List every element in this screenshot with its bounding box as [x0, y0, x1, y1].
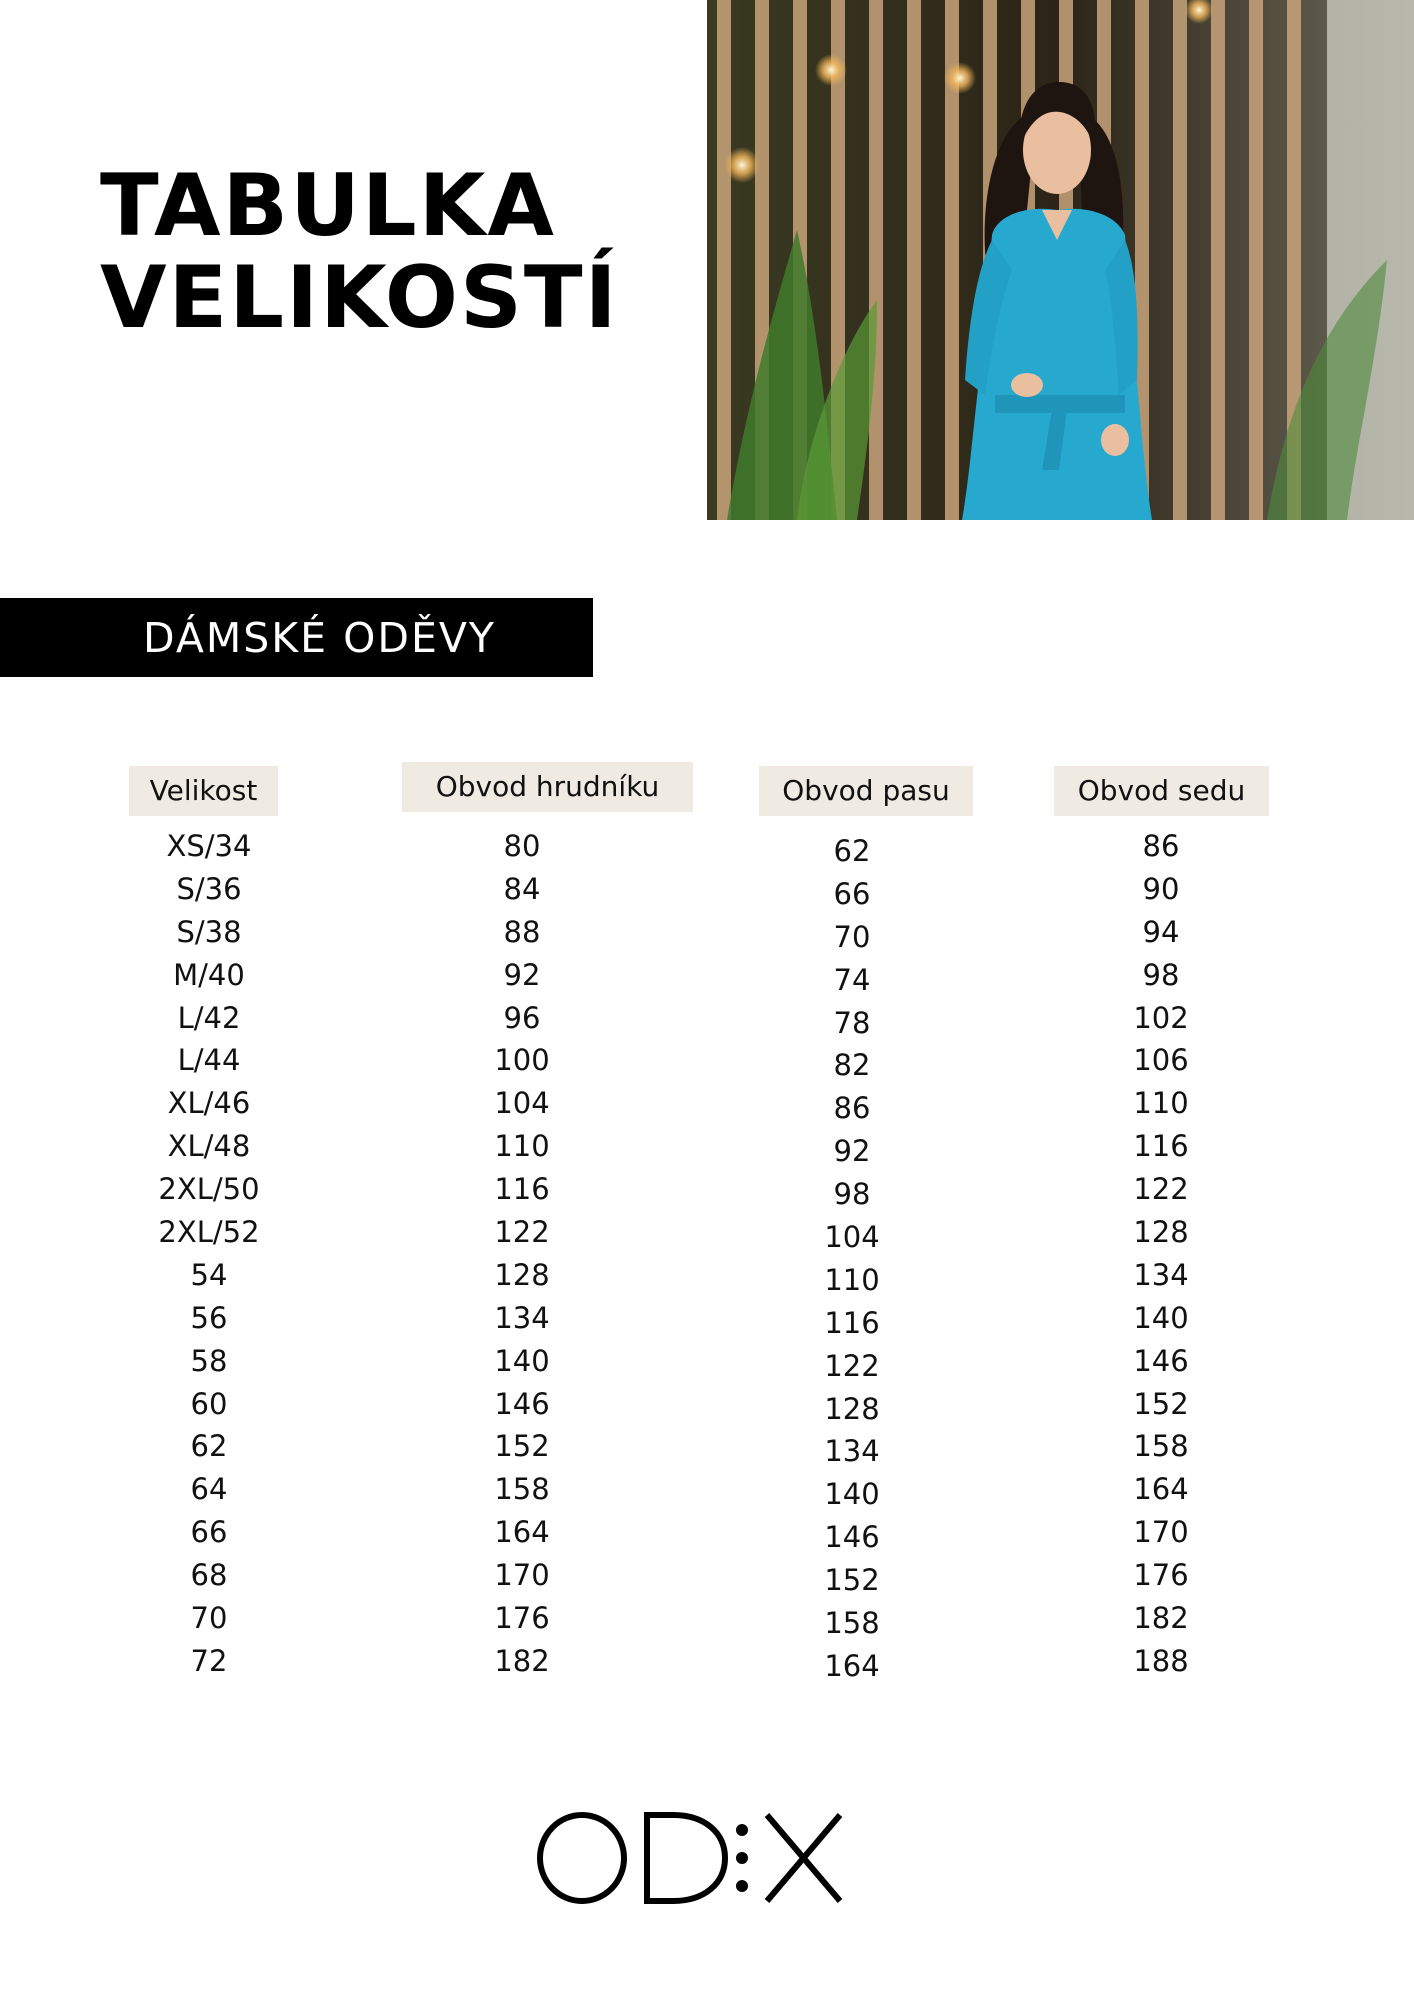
sizes-cell: L/44: [177, 1043, 241, 1078]
chest-cell: 80: [503, 829, 541, 863]
waist-cell: 82: [833, 1048, 871, 1083]
sizes-cell: 60: [190, 1386, 228, 1421]
waist-cell: 104: [824, 1220, 880, 1255]
chest-cell: 92: [503, 957, 541, 992]
chest-cell: 140: [494, 1343, 550, 1378]
waist-cell: 158: [824, 1606, 880, 1641]
waist-column: [772, 830, 932, 1688]
sizes-cell: XL/46: [167, 1086, 251, 1121]
model-photo-icon: [707, 0, 1414, 520]
sizes-cell: 66: [190, 1515, 228, 1550]
hips-column: [1081, 825, 1241, 1683]
waist-cell: 140: [824, 1477, 880, 1512]
hips-cell: 170: [1133, 1515, 1189, 1550]
chest-cell: 170: [494, 1558, 550, 1593]
hips-cell: 90: [1142, 871, 1180, 906]
sizes-cell: 54: [190, 1257, 228, 1292]
waist-cell: 92: [833, 1134, 871, 1169]
section-header-bar: [0, 598, 593, 677]
waist-cell: 128: [824, 1391, 880, 1426]
chest-cell: 128: [494, 1257, 550, 1292]
hips-cell: 188: [1133, 1643, 1189, 1678]
hips-cell: 128: [1133, 1215, 1189, 1250]
sizes-cell: L/42: [177, 1000, 241, 1035]
waist-cell: 146: [824, 1520, 880, 1555]
waist-cell: 152: [824, 1563, 880, 1598]
header-hips: Obvod sedu: [1054, 766, 1269, 816]
chest-cell: 96: [503, 1000, 541, 1035]
odix-logo-icon: [535, 1808, 848, 1908]
hips-cell: 176: [1133, 1558, 1189, 1593]
chest-cell: 158: [494, 1472, 550, 1507]
title-line-2: VELIKOSTÍ: [100, 248, 619, 348]
hips-cell: 164: [1133, 1472, 1189, 1507]
chest-cell: 100: [494, 1043, 550, 1078]
sizes-cell: XL/48: [167, 1129, 251, 1164]
hips-cell: 182: [1133, 1601, 1189, 1636]
hips-cell: 116: [1133, 1129, 1189, 1164]
chest-cell: 134: [494, 1300, 550, 1335]
hips-cell: 98: [1142, 957, 1180, 992]
hips-cell: 146: [1133, 1343, 1189, 1378]
chest-cell: 122: [494, 1215, 550, 1250]
waist-cell: 110: [824, 1262, 880, 1297]
sizes-cell: 72: [190, 1643, 228, 1678]
chest-cell: 110: [494, 1129, 550, 1164]
sizes-cell: 62: [190, 1429, 228, 1464]
waist-cell: 78: [833, 1005, 871, 1040]
hips-cell: 102: [1133, 1000, 1189, 1035]
chest-cell: 84: [503, 871, 541, 906]
sizes-cell: XS/34: [166, 829, 252, 863]
waist-cell: 86: [833, 1091, 871, 1126]
waist-cell: 122: [824, 1348, 880, 1383]
hips-cell: 110: [1133, 1086, 1189, 1121]
chest-cell: 146: [494, 1386, 550, 1421]
chest-cell: 182: [494, 1643, 550, 1678]
sizes-cell: 2XL/50: [158, 1172, 260, 1207]
sizes-cell: S/38: [176, 914, 242, 949]
hips-cell: 94: [1142, 914, 1180, 949]
header-waist: Obvod pasu: [759, 766, 973, 816]
waist-cell: 66: [833, 876, 871, 911]
hips-cell: 134: [1133, 1257, 1189, 1292]
hips-cell: 140: [1133, 1300, 1189, 1335]
waist-cell: 116: [824, 1305, 880, 1340]
waist-cell: 164: [824, 1648, 880, 1683]
sizes-cell: 58: [190, 1343, 228, 1378]
sizes-cell: M/40: [173, 957, 245, 992]
sizes-cell: S/36: [176, 871, 242, 906]
size-column: [129, 825, 289, 1683]
title-line-1: TABULKA: [100, 156, 556, 256]
waist-cell: 74: [833, 962, 871, 997]
chest-cell: 164: [494, 1515, 550, 1550]
chest-cell: 116: [494, 1172, 550, 1207]
hips-cell: 152: [1133, 1386, 1189, 1421]
waist-cell: 98: [833, 1177, 871, 1212]
chest-cell: 176: [494, 1601, 550, 1636]
chest-column: [442, 825, 602, 1683]
hips-cell: 158: [1133, 1429, 1189, 1464]
chest-cell: 104: [494, 1086, 550, 1121]
hips-cell: 122: [1133, 1172, 1189, 1207]
hips-cell: 86: [1142, 829, 1180, 863]
sizes-cell: 70: [190, 1601, 228, 1636]
waist-cell: 70: [833, 919, 871, 954]
sizes-cell: 64: [190, 1472, 228, 1507]
sizes-cell: 56: [190, 1300, 228, 1335]
chest-cell: 152: [494, 1429, 550, 1464]
hips-cell: 106: [1133, 1043, 1189, 1078]
waist-cell: 134: [824, 1434, 880, 1469]
waist-cell: 62: [833, 834, 871, 868]
model-photo: [707, 0, 1414, 520]
header-size: Velikost: [129, 766, 278, 816]
section-title: DÁMSKÉ ODĚVY: [143, 614, 496, 662]
sizes-cell: 68: [190, 1558, 228, 1593]
sizes-cell: 2XL/52: [158, 1215, 260, 1250]
header-chest: Obvod hrudníku: [402, 762, 693, 812]
page-title: [100, 156, 619, 348]
chest-cell: 88: [503, 914, 541, 949]
